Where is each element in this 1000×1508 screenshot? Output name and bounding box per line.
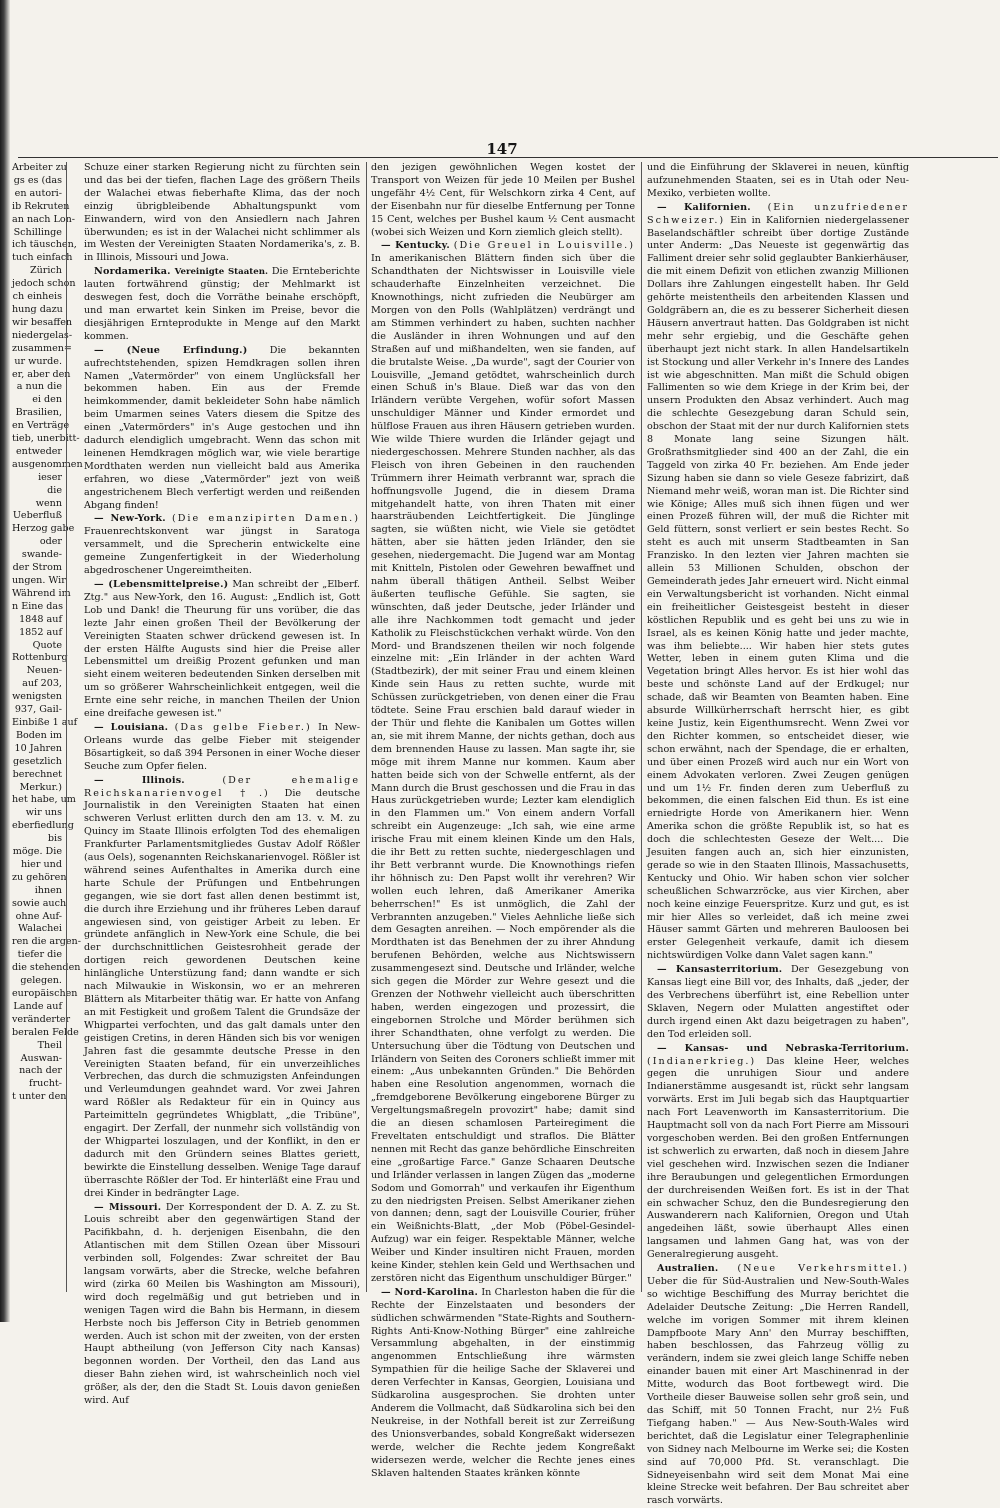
fragment-line: 1848 auf — [19, 613, 62, 625]
article-paragraph — [84, 513, 360, 578]
article-spaced-title: (Die Greuel in Louisville.) — [453, 240, 635, 252]
fragment-line: zusammen= — [12, 342, 72, 354]
column-3 — [647, 162, 909, 1507]
fragment-line: ieser — [38, 471, 62, 483]
article-spaced-title: (Neue Verkehrsmittel.) — [737, 1263, 909, 1275]
article-spaced-title: (Indianerkrieg.) — [647, 1055, 757, 1067]
fragment-line: ur wurde. — [14, 355, 62, 367]
fragment-line: n Eine das — [12, 600, 63, 612]
fragment-line: die stehenden — [12, 962, 81, 974]
fragment-line: hung dazu — [12, 303, 63, 315]
fragment-line: eberfiedlung — [12, 820, 74, 832]
fragment-line: t unter den — [12, 1091, 67, 1103]
fragment-line: ohne Auf- — [15, 910, 62, 922]
fragment-line: Quote — [32, 639, 62, 651]
fragment-line: tieb, unerbitt- — [12, 433, 80, 445]
article-paragraph — [647, 1263, 909, 1508]
fragment-line: entweder — [15, 445, 62, 457]
binding-shadow — [0, 0, 10, 1322]
fragment-line: tiefer die — [17, 949, 62, 961]
fragment-line: frucht- — [29, 1078, 62, 1090]
article-paragraph — [84, 266, 360, 343]
fragment-line: 1852 auf — [19, 626, 62, 638]
fragment-line: ib Rekruten — [12, 200, 70, 212]
article-text: Der Gesezgebung von Kansas liegt eine Bill vor, des Inhalts, daß „jeder, der des Verbrechens überführt ist, eine Rebellion unter Sklaven, Negern oder Mulatten angestiftet oder durch irgend einen Akt dazu beigetragen zu haben", den Tod erleiden soll. — [647, 964, 909, 1040]
article-spaced-title: (Der ehemalige Reichskanarienvogel †.) — [84, 774, 360, 799]
fragment-column — [12, 162, 83, 1292]
fragment-line: ungen. Wir — [12, 575, 66, 586]
article-text: Die deutsche Journalistik in den Vereinigten Staaten hat einen schweren Verlust erlitten durch den am 13. v. M. zu Quincy im Staate Illinois erfolgten Tod des ehemaligen Frankfurter Parlamentsmitgliedes Gustav Adolf Rößler (aus Oels), sogenannten Reichskanarienvogel. Rößler ist während seines Aufenthaltes in Amerika durch eine harte Schule der Prüfungen und Entbehrungen gegangen, wie sie dort fast allen denen bestimmt ist, die durch ihre Erziehung und ihr früheres Leben darauf angewiesen sind, von geistiger Arbeit zu leben. Er gründete anfänglich in New-York eine Schule, die bei der durchschnittlichen Geistesrohheit gerade der dortigen reich gewordenen Deutschen keine hinlängliche Unterstüzung fand; dann wandte er sich nach Milwaukie in Wiskonsin, wo er an mehreren Blättern als Mitarbeiter thätig war. Er hatte von Anfang an mit Festigkeit und großem Talent die Grundsäze der Whigpartei verfochten, und das galt damals unter den geistigen Cretins, in deren Händen sich bis vor wenigen Jahren fast die gesammte deutsche Presse in den Vereinigten Staaten befand, für ein unverzeihliches Verbrechen, das durch die schmuzigsten Anfeindungen und Verleumdungen geahndet ward. Vor zwei Jahren ward Rößler als Redakteur für ein in Quincy aus Parteimitteln gegründetes Whigblatt, „die Tribüne", engagirt. Der Zerfall, der nunmehr sich vollständig von der Whigpartei loszulagen, und der Konflikt, in den er dadurch mit den Gründern seines Blattes geriett, bewirkte die Einstellung desselben. Wenige Tage darauf überraschte Rößler der Tod. Er hinterläßt eine Frau und drei Kinder in bedrängter Lage. — [84, 787, 360, 1199]
fragment-line: Walachei — [18, 923, 62, 935]
fragment-line: oder — [39, 536, 62, 548]
article-paragraph — [84, 162, 360, 265]
article-text: den jezigen gewöhnlichen Wegen kostet der Transport von Weizen für jede 10 Meilen per Bushel ungefähr 4½ Cent, für Welschkorn zirka 4 Cent, auf der Eisenbahn nur für dieselbe Entfernung per Tonne 15 Cent, welches per Bushel kaum ½ Cent ausmacht (wobei sich Weizen und Korn ziemlich gleich stellt). — [371, 162, 635, 238]
article-heading: — Kalifornien. — [657, 201, 751, 213]
article-paragraph — [647, 964, 909, 1041]
article-paragraph — [84, 345, 360, 513]
fragment-line: gesetzlich — [12, 755, 62, 767]
article-spaced-title: (Ein unzufriedener Schweizer.) — [647, 201, 909, 226]
article-text: Schuze einer starken Regierung nicht zu fürchten sein und das bei der tiefen, flachen Lage des größern Theils der Walachei etwas fieberhafte Klima, das der noch einzig übrigbleibende Abhaltungspunkt vom Einwandern, wird von den Ansiedlern nach Jahren überwunden; es ist in der Walachei nicht schlimmer als im Westen der Vereinigten Staaten Nordamerika's, z. B. in Illinois, Missouri und Jowa. — [84, 162, 360, 264]
article-paragraph — [84, 579, 360, 721]
fragment-line: auf 203, — [22, 678, 62, 690]
fragment-line: ei den — [32, 394, 62, 406]
fragment-line: nach der — [19, 1065, 62, 1077]
fragment-line: Auswan- — [20, 1052, 62, 1064]
fragment-line: jedoch schon — [12, 278, 76, 290]
article-heading: Australien. — [657, 1263, 719, 1275]
article-paragraph — [647, 202, 909, 963]
article-paragraph — [84, 1202, 360, 1409]
article-text: Das kleine Heer, welches gegen die unruhigen Siour und andere Indianerstämme ausgesandt ist, rückt sehr langsam vorwärts. Erst im Juli begab sich das Hauptquartier nach Fort Leavenworth im Kansasterritorium. Die Hauptmacht soll von da nach Fort Pierre am Missouri vorgeschoben werden. Bei den großen Entfernungen ist schwerlich zu erwarten, daß noch in diesem Jahre viel geschehen wird. Inzwischen sezen die Indianer ihre Beraubungen und gelegentlichen Ermordungen der durchreisenden Weißen fort. Es ist in der That ein schwacher Schuz, den die Bundesregierung den Auswanderern nach Kalifornien, Oregon und Utah angedeihen läßt, sowie überhaupt Alles einen langsamen und lahmen Gang hat, was von der Generalregierung ausgeht. — [647, 1055, 909, 1261]
column-1 — [84, 162, 361, 1407]
header-rule — [18, 157, 998, 158]
page-number: 147 — [486, 140, 518, 158]
fragment-line: en autori- — [14, 187, 62, 199]
article-heading: — Kentucky. — [381, 240, 450, 252]
fragment-line: gelegen. — [20, 975, 62, 987]
article-paragraph — [647, 162, 909, 201]
fragment-line: Schillinge — [13, 226, 62, 238]
article-text: Frauenrechtskonvent war jüngst in Saratoga versammelt, und die Sprecherin entwickelte eine gemeine Zungenfertigkeit in der Wiederholung abgedroschener Ungereimtheiten. — [84, 526, 360, 577]
fragment-line: ausgenommen — [12, 458, 83, 470]
article-heading: — New-York. — [94, 513, 166, 525]
column-separator — [641, 162, 642, 1292]
fragment-line: wenigsten — [12, 691, 62, 703]
article-heading: — Kansas- und Nebraska-Territorium. — [657, 1042, 909, 1054]
article-text: In Charleston haben die für die Rechte der Einzelstaaten und besonders der südlichen schwärmenden "State-Rights and Southern-Rights Anti-Know-Nothing Bürger" eine zahlreiche Versammlung abgehalten, in der einstimmig angenommen Entschließung ihre wärmsten Sympathien für die heilige Sache der Sklaverei und deren Verfechter in Kansas, Georgien, Louisiana und Südkarolina ausgesprochen. Sie drohten unter Anderem die Vollmacht, daß Südkarolina sich bei den Neukreise, in der Nothfall bereit ist zur Zerreißung des Unionsverbandes, sobald Kongreßakt widersezen werde, welcher die Rechte jedem Kongreßakt widersezen werde, welcher die Rechte jenes eines Sklaven haltenden Staates kränken könnte — [371, 1286, 636, 1479]
fragment-line: ich täuschen, — [12, 239, 77, 251]
fragment-line: swande- — [21, 549, 62, 561]
article-text: In amerikanischen Blättern finden sich über die Schandthaten der Nichtswisser in Louisville viele schauderhafte Einzelnheiten verzeichnet. Die Knownothings, nicht zufrieden die Neubürger am Morgen von den Polls (Wahlplätzen) verdrängt und am Stimmen verhindert zu haben, suchten nachher die Ausländer in ihren Wohnungen und auf den Straßen auf und mißhandelten, wen sie fanden, auf die brutalste Weise. „Da wurde", sagt der Courier von Louisville, „Jemand getödtet, wahrscheinlich durch einen Schuß in's Blaue. Dieß war das von den Irländern verübte Vergehen, wofür sofort Massen unschuldiger Männer und Kinder ermordet und hülflose Frauen aus ihren Häusern getrieben wurden. Wie wilde Thiere wurden die Irländer gejagt und niedergeschossen. Mehrere Stunden nachher, als das Fleisch von ihren Gebeinen in den rauchenden Trümmern ihrer Heimath verbrannt war, sprach die hoffnungsvolle Jugend, die in diesem Drama mitgehandelt hatte, von ihren Thaten mit einer haarsträubenden Leichtfertigkeit. Die Jünglinge sagten, sie wüßten nicht, wie Viele sie getödtet hätten, aber sie hätten jeden Irländer, den sie gesehen, niedergemacht. Die Jugend war am Montag mit Knitteln, Pistolen oder Gewehren bewaffnet und nahm überall thätigen Antheil. Selbst Weiber äußerten teuflische Gefühle. Sie sagten, sie wünschten, daß jeder Deutsche, jeder Irländer und alle ihre Nachkommen todt gemacht und jeder Katholik zu Fleischstückchen verhakt würde. Von den Mord- und Brandszenen theilen wir noch folgende einzelne mit: „Ein Irländer in der achten Ward (Stadtbezirk), der mit seiner Frau und einem kleinen Kinde sein Haus zu retten suchte, wurde mit Schüssen zurückgetrieben, von denen einer die Frau tödtete. Seine Frau erschien bald darauf wieder in der Thür und flehte die Kanibalen um Gottes willen an, sie mit ihrem Manne, der nichts gethan, doch aus dem brennenden Hause zu lassen. Man sagte ihr, sie möge mit ihrem Manne nur kommen. Kaum aber hatten beide sich von der Schwelle entfernt, als der Mann durch die Brust geschossen und die Frau in das Haus zurückgetrieben wurde; Lezter kam elendiglich in den Flammen um." Von einem andern Vorfall schreibt ein Augenzeuge: „Ich sah, wie eine arme irische Frau mit einem kleinen Kinde um den Hals, die ihr Bett zu retten suchte, niedergeschlagen und ihr Bett verbrannt wurde. Die Knownothings riefen ihr höhnisch zu: Den Papst wollt ihr verehren? Wir wollen euch lehren, daß Amerikaner Amerika beherrschen!" Es ist unmöglich, die Zahl der Verbrannten anzugeben." Vieles Aehnliche ließe sich dem Gesagten anreihen. — Noch empörender als die Mordthaten ist das Benehmen der zu ihrer Ahndung berufenen Behörden, welche aus Nichtswissern zusammengesezt sind. Deutsche und Irländer, welche sich gegen die Mörder zur Wehre gesezt und die Grenzen der Nothwehr vielleicht auch überschritten haben, werden eingezogen und prozessirt, die eingebornen Strolche und Mörder berühmen sich ihrer Schandthaten, ohne verfolgt zu werden. Die Untersuchung über die Tödtung von Deutschen und Irländern von Seiten des Coroners schließt immer mit einem: „Aus unbekannten Gründen." Die Behörden haben eine Resolution angenommen, wornach die „fremdgeborene Bevölkerung eingeborene Bürger zu Vergeltungsmaßregeln provozirt" habe; damit sind die an diesen schamlosen Parteiregiment die Freveltaten entschuldigt und straflos. Die Blätter nennen mit Recht das ganze behördliche Einschreiten eine „großartige Farce." Ganze Schaaren Deutsche und Irländer verlassen in langen Zügen das „moderne Sodom und Gomorrah" und verkaufen ihr Eigenthum zu den niedrigsten Preisen. Selbst Amerikaner ziehen von dannen; denn, sagt der Louisville Courier, früher ein Weißnichts-Blatt, „der Mob (Pöbel-Gesindel-Aufzug) war ein feiger. Respektable Männer, welche Weiber und Kinder insultiren nicht Frauen, morden keine Kinder, stehlen kein Geld und Werthsachen und zerstören nicht das Eigenthum unschuldiger Bürger." — [371, 253, 635, 1284]
article-heading: — Louisiana. — [94, 721, 169, 733]
fragment-line: Während im — [12, 587, 71, 599]
article-paragraph — [371, 240, 635, 1285]
fragment-line: der Strom — [12, 562, 62, 574]
fragment-line: möge. Die — [12, 846, 62, 858]
article-spaced-title: (Das gelbe Fieber.) — [174, 721, 312, 733]
fragment-line: Arbeiter zu — [12, 162, 67, 173]
fragment-line: het habe, um — [12, 794, 76, 806]
fragment-line: tuch einfach — [12, 252, 73, 264]
article-spaced-title: (Die emanzipirten Damen.) — [171, 513, 360, 525]
article-heading: — Nord-Karolina. — [381, 1286, 479, 1298]
article-text: Ueber die für Süd-Australien und New-South-Wales so wichtige Beschiffung des Murray berichtet die Adelaider Deutsche Zeitung: „Die Herren Randell, welche im vorigen Sommer mit ihrem kleinen Dampfboote Mary Ann' den Murray beschifften, haben beschlossen, das Fahrzeug völlig zu verändern, indem sie zwei gleich lange Schiffe neben einander bauen mit einer Art Maschinenrad in der Mitte, wodurch das Boot fortbewegt wird. Die Vortheile dieser Bauweise sollen sehr groß sein, und das Schiff, mit 50 Tonnen Fracht, nur 2½ Fuß Tiefgang haben." — Aus New-South-Wales wird berichtet, daß die Legislatur einer Telegraphenlinie von Sidney nach Melbourne im Werke sei; die Kosten sind auf 70,000 Pfd. St. veranschlagt. Die Sidneyeisenbahn wird seit dem Monat Mai eine kleine Strecke weit befahren. Der Bau schreitet aber rasch vorwärts. — [647, 1275, 909, 1507]
fragment-line: Herzog gabe — [12, 523, 75, 535]
article-heading: — (Lebensmittelpreise.) — [94, 579, 229, 590]
fragment-line: wenn — [35, 497, 62, 509]
fragment-line: Boden im — [15, 729, 62, 741]
fragment-line: ch einheis — [12, 291, 62, 303]
fragment-line: Lande auf — [13, 1000, 62, 1012]
article-text: Die bekannten aufrechtstehenden, spizen Hemdkragen sollen ihren Namen „Vatermörder" von einem Unglücksfall her bekommen haben. Ein aus der Fremde heimkommender, damit bekleideter Sohn habe nämlich beim Umarmen seines Vaters diesem die Spitze des einen „Vatermörders" in's Auge gestochen und ihn dadurch elendiglich umgebracht. Wenn das schon mit leinenen Hemdkragen möglich war, wie viele berartige Mordthaten werden nun vielleicht bald aus Amerika erfahren, wo diese „Vatermörder" jezt von weiß angestrichenem Blech verfertigt werden und reißenden Abgang finden! — [84, 344, 360, 511]
fragment-line: Ueberfluß — [12, 510, 62, 522]
article-text: Der Korrespondent der D. A. Z. zu St. Louis schreibt aber den gegenwärtigen Stand der Pacifikbahn, d. h. derjenigen Eisenbahn, die den Atlantischen mit dem Stillen Ozean über Missouri verbinden soll, Folgendes: Zwar schreitet der Bau langsam vorwärts, aber die Strecke, welche befahren wird (zirka 60 Meilen bis Washington am Missouri), wird doch regelmäßig und gut betrieben und in wenigen Tagen wird die Bahn bis Hermann, in diesem Herbste noch bis Jefferson City in Betrieb genommen werden. Auch ist schon mit der zweiten, von der ersten Haupt abtheilung (von Jefferson City nach Kansas) begonnen worden. Der Vortheil, den das Land aus dieser Bahn ziehen wird, ist wahrscheinlich noch viel größer, als der, den die Stadt St. Louis davon genießen wird. Auf — [84, 1201, 360, 1407]
article-text: Man schreibt der „Elberf. Ztg." aus New-York, den 16. August: „Endlich ist, Gott Lob und Dank! die Theurung für uns vorüber, die das lezte Jahr einen großen Theil der Bevölkerung der Vereinigten Staaten schwer drückend gewesen ist. In der ersten Hälfte Augusts sind hier die Preise aller Lebensmittel um dreißig Prozent gefunken und man sieht einem weiteren bedeutenden Sinken derselben mit um so größerer Wahrscheinlichkeit entgegen, weil die Ernte eine sehr reiche, in manchen Theilen der Union eine dreifache gewesen ist." — [84, 579, 360, 720]
article-text: und die Einführung der Sklaverei in neuen, künftig aufzunehmenden Staaten, sei es in Utah oder Neu-Mexiko, verbieten wollte. — [647, 162, 909, 199]
fragment-line: an nach Lon- — [12, 213, 76, 225]
fragment-line: hier und — [20, 858, 62, 870]
article-text: Die Ernteberichte lauten fortwährend günstig; der Mehlmarkt ist deswegen fest, doch die Vorräthe beinahe erschöpft, und man erwartet kein Sinken im Preise, bevor die diesjährigen Ernteprodukte in Menge auf den Markt kommen. — [84, 266, 360, 342]
fragment-line: 937, Gail- — [14, 704, 62, 716]
article-heading: — (Neue Erfindung.) — [94, 344, 248, 356]
fragment-line: en Verträge — [12, 420, 70, 432]
fragment-line: beralen Felde — [12, 1026, 79, 1038]
article-paragraph — [647, 1043, 909, 1262]
fragment-line: zu gehören — [12, 871, 67, 883]
article-paragraph — [371, 162, 635, 239]
article-heading: — Illinois. — [94, 774, 185, 786]
fragment-line: sowie auch — [12, 897, 67, 909]
article-paragraph — [84, 775, 360, 1201]
article-heading: — Missouri. — [94, 1201, 162, 1213]
column-separator — [366, 162, 367, 1292]
fragment-line: wir besaffen — [12, 316, 73, 328]
fragment-line: Rottenburg — [12, 652, 68, 664]
fragment-line: Theil — [37, 1039, 62, 1051]
fragment-line: Neuen- — [26, 665, 62, 677]
fragment-line: berechnet — [12, 768, 62, 780]
fragment-line: wir uns — [25, 807, 62, 819]
article-heading: — Kansasterritorium. — [657, 964, 783, 976]
fragment-line: Merkur.) — [19, 781, 62, 793]
article-subheading: Vereinigte Staaten. — [174, 267, 268, 278]
fragment-line: die — [47, 484, 62, 496]
fragment-line: er, aber den — [12, 368, 71, 380]
column-2 — [371, 162, 636, 1479]
article-paragraph — [371, 1287, 635, 1481]
fragment-line: ihnen — [34, 884, 62, 896]
fragment-line: veränderter — [12, 1013, 71, 1025]
fragment-line: bis — [47, 833, 62, 845]
article-heading: Nordamerika. — [94, 266, 171, 278]
fragment-line: ren die argen- — [12, 936, 81, 948]
article-text: In New-Orleans wurde das gelbe Fieber mit steigender Bösartigkeit, so daß 394 Personen in einer Woche dieser Seuche zum Opfer fielen. — [84, 721, 361, 772]
article-paragraph — [84, 722, 360, 774]
article-text: Ein in Kalifornien niedergelassener Baselandschäftler schreibt über dortige Zustände unter Anderm: „Das Neueste ist gegenwärtig das Falliment dreier sehr solid geglaubter Bankierhäuser, die mit einem Defizit von etlichen zwanzig Millionen Dollars ihre Zahlungen eingestellt haben. Ihr Geld gehörte meistentheils den arbeitenden Klassen und Goldgräbern an, die es zu besserer Sicherheit diesen Häusern anvertraut hatten. Das Goldgraben ist nicht mehr sehr ergiebig, und die Geschäfte gehen überhaupt jezt nicht stark. In allen Handelsartikeln ist Stockung und aller Verkehr in's Innere des Landes ist wie abgeschnitten. Man mißt die Schuld obigen Fallimenten so wie dem Kriege in der Krim bei, der unsern Produkten den Absaz verhindert. Auch mag die schlechte Gesezgebung daran Schuld sein, obschon der Staat mit der nur durch Kalifornien stets 8 Monate lang seine Sizungen hält. Großrathsmitglieder sind 400 an der Zahl, die ein Taggeld von zirka 40 Fr. beziehen. Am Ende jeder Sizung haben sie dann so viele Geseze fabrizirt, daß Niemand mehr weiß, woran man ist. Die Richter sind wie Könige; Alles muß sich ihnen fügen und wer einen Prozeß führen will, der muß die Richter mit Geld füttern, sonst verliert er sein bestes Recht. So steht es auch mit unserm Stadtbeamten in San Franzisko. In den lezten vier Jahren machten sie allein 53 Millionen Schulden, obschon der Gemeinderath jedes Jahr erneuert wird. Nicht einmal ein Verwaltungsbericht ist vorhanden. Nicht einmal ein freiheitlicher Geistesgeist besteht in dieser köstlichen Republik und es geht bei uns zu wie in Israel, als es keinen König hatte und jeder machte, was ihm beliebte.... Wir haben hier stets gutes Wetter, leben in einem guten Klima und die Vegetation bringt Alles hervor. Es ist hier wohl das beste und schönste Land auf der Erdkugel; nur schade, daß wir Beamten von Beamten haben. Eine absurde Willkürherrschaft herrscht hier, es gibt keine Justiz, kein Eigenthumsrecht. Wenn Zwei vor den Richter kommen, so entscheidet dieser, wie schon erwähnt, nach der Spendage, die er erhalten, und über einen Prozeß wird auch nur ein Wort von einem Advokaten verloren. Zwei Zeugen genügen und um 1½ Fr. finden deren zum Ueberfluß zu bekommen, die einen falschen Eid thun. Es ist eine erniedrigte Horde von Amerikanern hier. Wenn Amerika schon die größte Republik ist, so hat es doch die schlechtesten Geseze der Welt.... Die Jesuiten fangen auch an, sich hier einzunisten, gerade so wie in den Staaten Illinois, Massachusetts, Kentucky und Ohio. Wir haben schon vier solcher scheußlichen Schwarzröcke, aus vier Kirchen, aber noch keine einzige Feuerspritze. Kurz und gut, es ist mir hier Alles so verleidet, daß ich meine zwei Häuser sammt Gärten und mehreren Bauloosen bei erster Gelegenheit verkaufe, damit ich diesem nichtswürdigen Volke dann Valet sagen kann." — [647, 214, 909, 962]
column-separator — [66, 162, 67, 1292]
fragment-line: niedergelas- — [12, 329, 73, 341]
fragment-line: a nun die — [16, 381, 62, 393]
fragment-line: Einbiße 1 auf — [12, 716, 78, 728]
fragment-line: gs es (das — [13, 174, 62, 186]
fragment-line: Brasilien, — [15, 407, 62, 419]
fragment-line: 10 Jahren — [14, 742, 62, 754]
fragment-line: europäischen — [12, 988, 78, 999]
fragment-line: Zürich — [29, 265, 62, 277]
